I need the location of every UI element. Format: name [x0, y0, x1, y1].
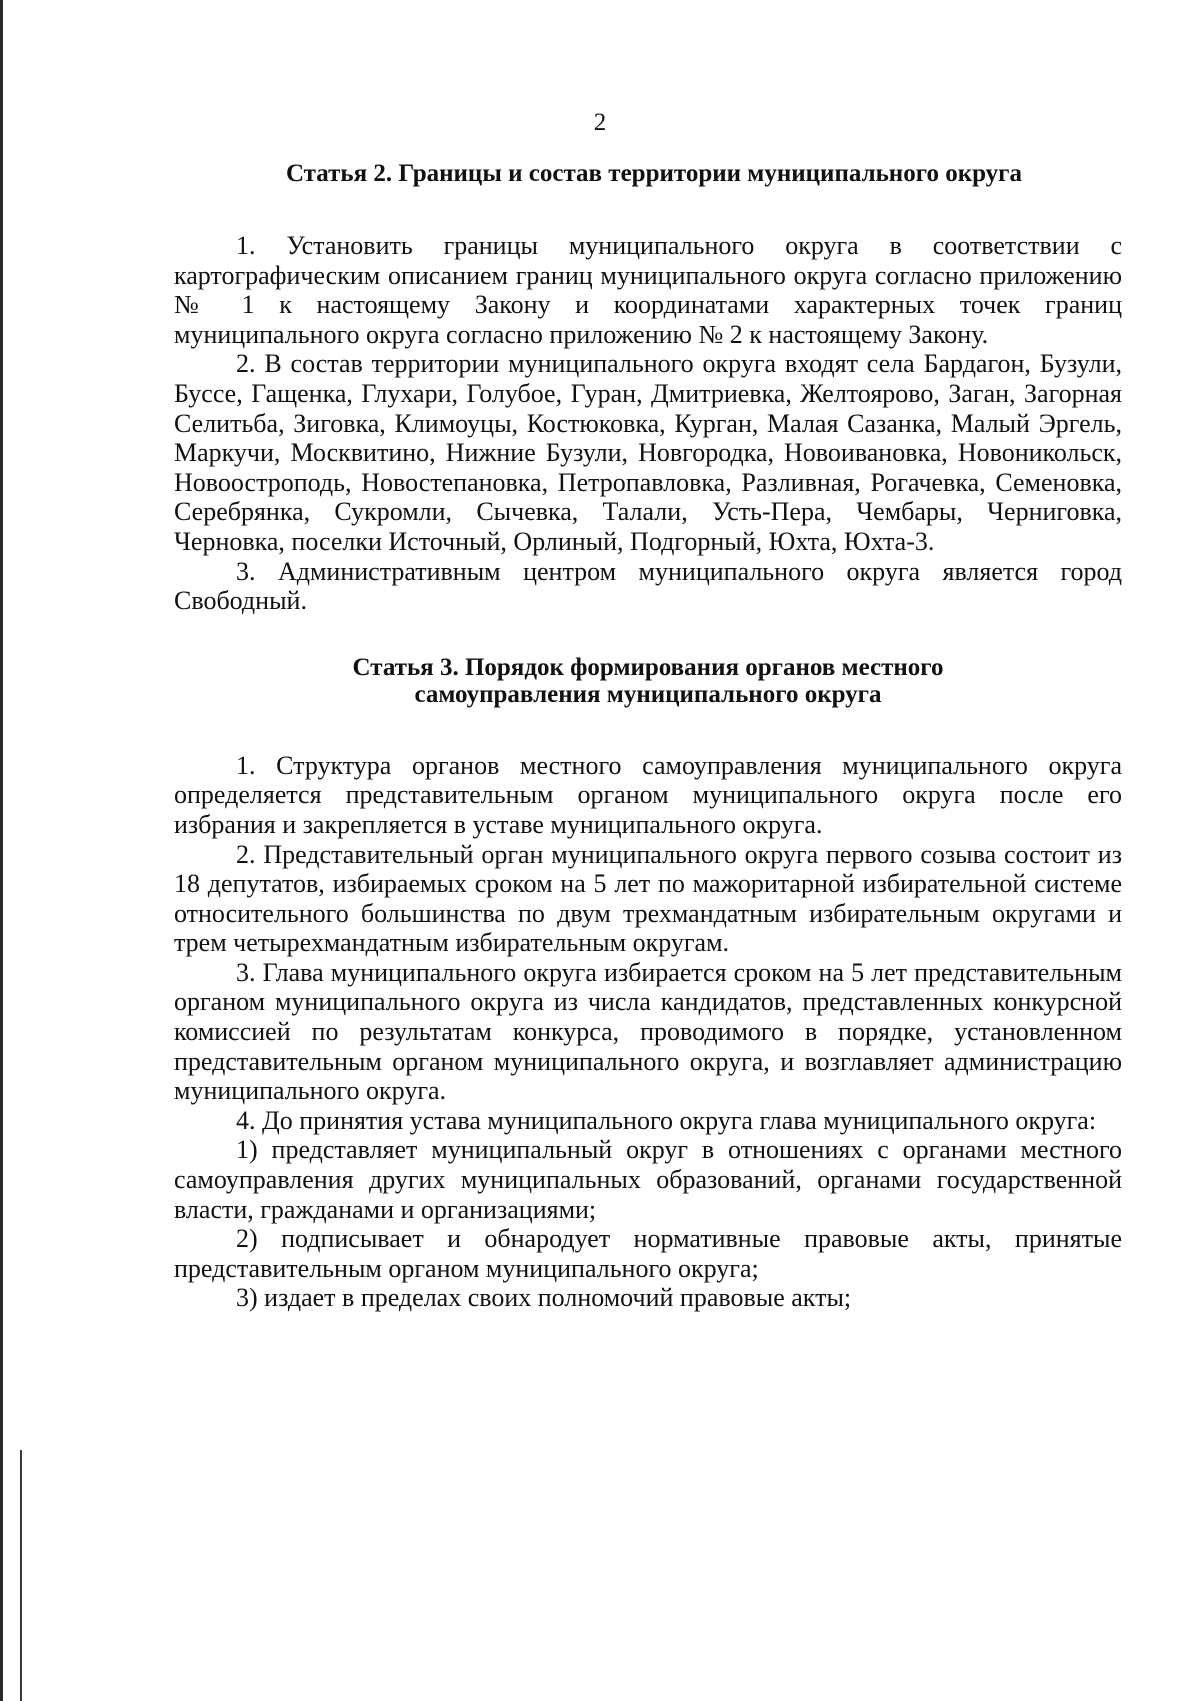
article-3-paragraph-4: 4. До принятия устава муниципального округа глава муниципального округа: — [236, 1105, 1097, 1135]
document-body — [174, 160, 1122, 1313]
article-3-title — [174, 654, 1122, 708]
article-3-title-line-2: самоуправления муниципального округа — [414, 680, 882, 708]
scan-left-edge — [0, 0, 3, 1701]
article-2-title: Статья 2. Границы и состав территории муниципального округа — [285, 160, 1023, 187]
article-3-paragraph-2: 2. Представительный орган муниципального округа первого созыва состоит из 18 депутатов, избираемых сроком на 5 лет по мажоритарной избирательной системе относительного большинства по двум трехмандатным избирательным округами и трем четырехмандатным избирательным округам. — [174, 839, 1122, 958]
article-3-subitem-1: 1) представляет муниципальный округ в отношениях с органами местного самоуправления других муниципальных образований, органами государственной власти, гражданами и организациями; — [174, 1135, 1122, 1224]
article-3-title-line-1: Статья 3. Порядок формирования органов местного — [352, 653, 944, 681]
article-2-paragraph-3: 3. Административным центром муниципального округа является город Свободный. — [174, 556, 1122, 616]
scan-binding-mark — [20, 1450, 22, 1701]
article-3-subitem-3: 3) издает в пределах своих полномочий правовые акты; — [236, 1283, 852, 1313]
article-3-subitem-2: 2) подписывает и обнародует нормативные правовые акты, принятые представительным органом муниципального округа; — [174, 1224, 1122, 1283]
page-number: 2 — [593, 109, 607, 136]
article-3-paragraph-3: 3. Глава муниципального округа избирается сроком на 5 лет представительным органом муниципального округа из числа кандидатов, представленных конкурсной комиссией по результатам конкурса, проводимого в порядке, установленном представительным органом муниципального округа, и возглавляет администрацию муниципального округа. — [174, 957, 1122, 1106]
article-2-paragraph-2: 2. В состав территории муниципального округа входят села Бардагон, Бузули, Буссе, Гащенка, Глухари, Голубое, Гуран, Дмитриевка, Желтоярово, Заган, Загорная Селитьба, Зиговка, Климоуцы, Костюковка, Курган, Малая Сазанка, Малый Эргель, Маркучи, Москвитино, Нижние Бузули, Новгородка, Новоивановка, Новоникольск, Новоостроподь, Новостепановка, Петропавловка, Разливная, Рогачевка, Семеновка, Серебрянка, Сукромли, Сычевка, Талали, Усть-Пера, Чембары, Черниговка, Черновка, поселки Источный, Орлиный, Подгорный, Юхта, Юхта-3. — [174, 349, 1122, 556]
article-3-paragraph-1: 1. Структура органов местного самоуправления муниципального округа определяется представительным органом муниципального округа после его избрания и закрепляется в уставе муниципального округа. — [174, 750, 1122, 839]
article-2-paragraph-1: 1. Установить границы муниципального округа в соответствии с картографическим описанием границ муниципального округа согласно приложению № 1 к настоящему Закону и координатами характерных точек границ муниципального округа согласно приложению № 2 к настоящему Закону. — [174, 231, 1122, 349]
